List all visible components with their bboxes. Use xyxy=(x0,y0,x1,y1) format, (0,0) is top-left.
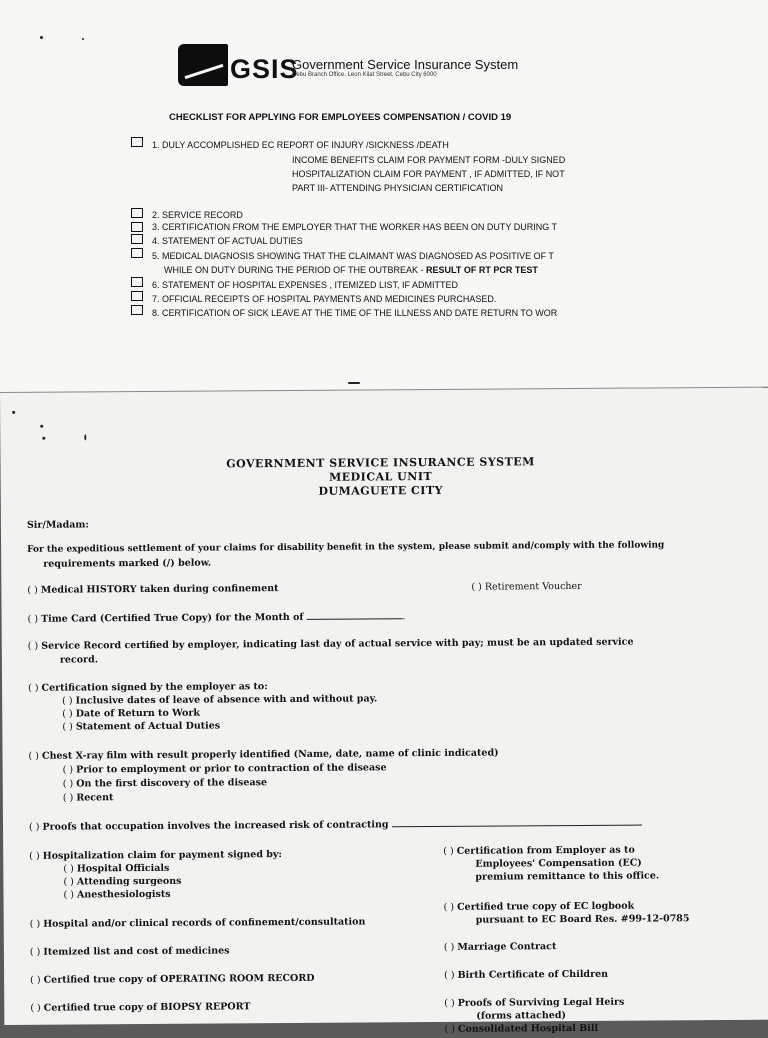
requirement-item[interactable]: ( ) Proofs of Surviving Legal Heirs xyxy=(444,996,625,1009)
requirement-item[interactable]: ( ) Hospital and/or clinical records of confinement/consultation xyxy=(29,916,366,930)
checklist-item: 3. CERTIFICATION FROM THE EMPLOYER THAT THE WORKER HAS BEEN ON DUTY DURING T xyxy=(152,222,558,232)
form-city: DUMAGUETE CITY xyxy=(318,483,444,498)
requirement-item[interactable]: ( ) Birth Certificate of Children xyxy=(444,968,609,981)
checklist-item: WHILE ON DUTY DURING THE PERIOD OF THE OUTBREAK - RESULT OF RT PCR TEST xyxy=(164,265,538,275)
checklist-item: 8. CERTIFICATION OF SICK LEAVE AT THE TIME OF THE ILLNESS AND DATE RETURN TO WOR xyxy=(152,308,558,318)
requirement-item[interactable]: ( ) Medical HISTORY taken during confinement xyxy=(27,583,279,596)
requirement-item[interactable]: ( ) Retirement Voucher xyxy=(471,580,582,593)
medical-requirements-page xyxy=(0,387,768,1035)
requirement-item[interactable]: ( ) Certified true copy of OPERATING ROOM RECORD xyxy=(30,972,315,986)
speck xyxy=(12,411,15,414)
sub-item[interactable]: ( ) Statement of Actual Duties xyxy=(62,720,221,733)
requirement-item[interactable]: ( ) Chest X-ray film with result properly identified (Name, date, name of clinic indicated) xyxy=(28,747,499,762)
requirement-item[interactable]: ( ) Hospitalization claim for payment signed by: xyxy=(29,849,282,862)
form-org: GOVERNMENT SERVICE INSURANCE SYSTEM xyxy=(226,455,535,471)
requirement-item[interactable]: ( ) Marriage Contract xyxy=(443,941,557,953)
org-name: Government Service Insurance System xyxy=(292,57,519,72)
speck xyxy=(348,382,360,384)
sub-item[interactable]: ( ) Recent xyxy=(62,792,114,804)
sub-item[interactable]: ( ) Attending surgeons xyxy=(63,875,182,888)
requirement-item[interactable]: ( ) Time Card (Certified True Copy) for the Month of . xyxy=(27,611,406,625)
sub-item[interactable]: ( ) Anesthesiologists xyxy=(63,888,171,901)
speck xyxy=(42,437,45,440)
intro-line: requirements marked (/) below. xyxy=(43,557,212,570)
checklist-item: 4. STATEMENT OF ACTUAL DUTIES xyxy=(152,236,303,246)
form-unit: MEDICAL UNIT xyxy=(329,469,433,484)
speck xyxy=(84,434,86,440)
checklist-title: CHECKLIST FOR APPLYING FOR EMPLOYEES COMPENSATION / COVID 19 xyxy=(169,112,512,123)
intro-line: For the expeditious settlement of your claims for disability benefit in the system, please submit and/comply with the following xyxy=(27,540,665,555)
requirement-item[interactable]: ( ) Itemized list and cost of medicines xyxy=(29,945,230,958)
speck xyxy=(82,38,84,40)
checklist-item: 5. MEDICAL DIAGNOSIS SHOWING THAT THE CLAIMANT WAS DIAGNOSED AS POSITIVE OF T xyxy=(152,251,554,261)
requirement-item-cont: Employees' Compensation (EC) xyxy=(475,857,642,870)
sub-item[interactable]: ( ) Inclusive dates of leave of absence with and without pay. xyxy=(62,693,378,707)
requirement-item-cont: premium remittance to this office. xyxy=(475,870,660,883)
checklist-item: 2. SERVICE RECORD xyxy=(152,210,243,220)
requirement-item[interactable]: ( ) Certification signed by the employer as to: xyxy=(28,681,268,694)
requirement-item-cont: (forms attached) xyxy=(476,1010,566,1022)
requirement-item[interactable]: ( ) Service Record certified by employer, indicating last day of actual service with pay; must be an updated service xyxy=(27,636,634,652)
sub-item[interactable]: ( ) On the first discovery of the disease xyxy=(62,777,268,790)
logo-text: GSIS xyxy=(230,54,299,84)
checklist-page xyxy=(0,0,768,392)
requirement-item-cont: record. xyxy=(59,654,99,666)
requirement-item[interactable]: ( ) Certification from Employer as to xyxy=(443,844,635,857)
sub-item[interactable]: ( ) Hospital Officials xyxy=(63,862,170,875)
checkbox-7[interactable] xyxy=(131,291,143,301)
checkbox-5[interactable] xyxy=(131,248,143,258)
speck xyxy=(40,36,43,39)
checklist-item: HOSPITALIZATION CLAIM FOR PAYMENT , IF ADMITTED, IF NOT xyxy=(292,169,565,179)
checkbox-6[interactable] xyxy=(131,277,143,287)
checklist-item: PART III- ATTENDING PHYSICIAN CERTIFICATION xyxy=(292,183,504,193)
sub-item[interactable]: ( ) Prior to employment or prior to contraction of the disease xyxy=(62,762,387,776)
speck xyxy=(40,425,43,428)
checkbox-8[interactable] xyxy=(131,305,143,315)
checkbox-4[interactable] xyxy=(131,234,143,244)
checklist-item: 1. DULY ACCOMPLISHED EC REPORT OF INJURY /SICKNESS /DEATH xyxy=(152,140,449,150)
checklist-item: 7. OFFICIAL RECEIPTS OF HOSPITAL PAYMENTS AND MEDICINES PURCHASED. xyxy=(152,294,497,304)
sub-item[interactable]: ( ) Date of Return to Work xyxy=(62,707,200,720)
salutation: Sir/Madam: xyxy=(26,519,89,531)
checkbox-3[interactable] xyxy=(131,222,143,232)
requirement-item[interactable]: ( ) Proofs that occupation involves the increased risk of contracting xyxy=(29,817,642,833)
gsis-logo-icon xyxy=(178,44,228,86)
checkbox-1[interactable] xyxy=(131,137,143,147)
checklist-item: INCOME BENEFITS CLAIM FOR PAYMENT FORM -DULY SIGNED xyxy=(292,155,566,165)
checkbox-2[interactable] xyxy=(131,208,143,218)
requirement-item[interactable]: ( ) Certified true copy of BIOPSY REPORT xyxy=(30,1001,251,1014)
requirement-item[interactable]: ( ) Consolidated Hospital Bill xyxy=(444,1022,599,1035)
requirement-item-cont: pursuant to EC Board Res. #99-12-0785 xyxy=(475,913,690,926)
org-address: Cebu Branch Office, Leon Kilat Street, Cebu City 6000 xyxy=(292,72,437,78)
checklist-item: 6. STATEMENT OF HOSPITAL EXPENSES , ITEMIZED LIST, IF ADMITTED xyxy=(152,280,459,290)
requirement-item[interactable]: ( ) Certified true copy of EC logbook xyxy=(443,900,635,913)
